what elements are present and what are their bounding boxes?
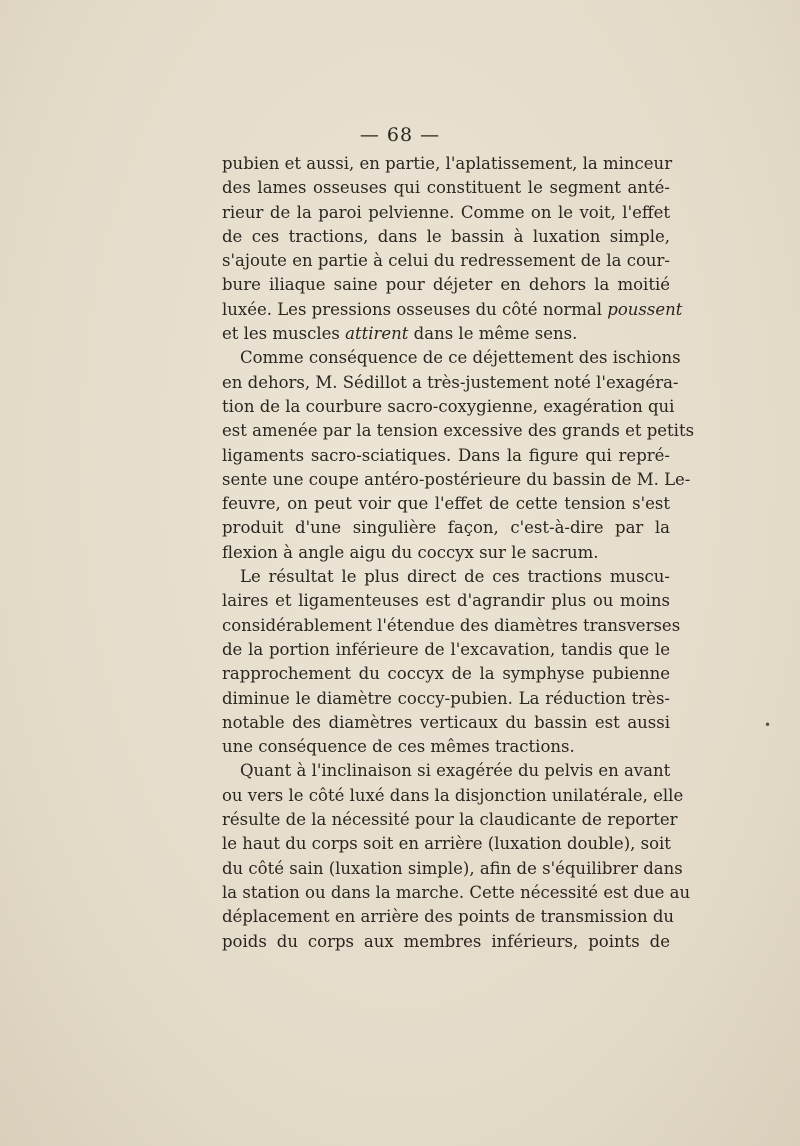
text-line: diminue le diamètre coccy-pubien. La réduction très- [222, 688, 670, 708]
text-line: de la portion inférieure de l'excavation, tandis que le [222, 639, 670, 659]
text-line: pubien et aussi, en partie, l'aplatissement, la minceur [222, 154, 673, 173]
text-line: considérablement l'étendue des diamètres transverses [222, 615, 681, 635]
text-line: déplacement en arrière des points de transmission du [222, 907, 675, 927]
text-line: en dehors, M. Sédillot a très-justement noté l'exagéra- [222, 372, 679, 392]
margin-dot: • [764, 718, 772, 732]
text-line: poids du corps aux membres inférieurs, points de [222, 931, 670, 951]
text-line: ou vers le côté luxé dans la disjonction unilatérale, elle [222, 785, 684, 805]
text-line: sente une coupe antéro-postérieure du bassin de M. Le- [222, 469, 691, 489]
text-line: feuvre, on peut voir que l'effet de cette tension s'est [222, 494, 670, 514]
text-line: du côté sain (luxation simple), afin de s'équilibrer dans [222, 858, 683, 878]
page-number: — 68 — [359, 124, 441, 146]
text-line: est amenée par la tension excessive des grands et petits [222, 421, 695, 441]
text-line: notable des diamètres verticaux du bassin est aussi [222, 712, 670, 732]
text-line: la station ou dans la marche. Cette nécessité est due au [222, 882, 691, 902]
text-line: flexion à angle aigu du coccyx sur le sacrum. [222, 542, 599, 562]
text-line: et les muscles attirent dans le même sens. [222, 324, 578, 344]
text-line: de ces tractions, dans le bassin à luxation simple, [222, 226, 670, 246]
text-line: s'ajoute en partie à celui du redressement de la cour- [222, 251, 670, 271]
text-line: rieur de la paroi pelvienne. Comme on le voit, l'effet [222, 202, 670, 222]
text-line: Comme conséquence de ce déjettement des ischions [240, 348, 681, 368]
text-line: le haut du corps soit en arrière (luxation double), soit [222, 834, 671, 854]
text-line: produit d'une singulière façon, c'est-à-dire par la [222, 518, 670, 538]
text-line: résulte de la nécessité pour la claudicante de reporter [222, 810, 678, 830]
text-line: Quant à l'inclinaison si exagérée du pelvis en avant [240, 761, 671, 781]
text-line: bure iliaque saine pour déjeter en dehors la moitié [222, 275, 670, 295]
text-line: des lames osseuses qui constituent le segment anté- [222, 178, 670, 198]
text-line: laires et ligamenteuses est d'agrandir plus ou moins [222, 591, 670, 611]
body-text [222, 152, 695, 954]
text-line: une conséquence de ces mêmes tractions. [222, 737, 575, 757]
text-line: rapprochement du coccyx de la symphyse pubienne [222, 664, 670, 684]
text-line: ligaments sacro-sciatiques. Dans la figure qui repré- [222, 445, 670, 465]
text-line: luxée. Les pressions osseuses du côté normal poussent [222, 299, 683, 319]
text-line: tion de la courbure sacro-coxygienne, exagération qui [222, 396, 675, 416]
text-line: Le résultat le plus direct de ces tractions muscu- [240, 567, 670, 587]
